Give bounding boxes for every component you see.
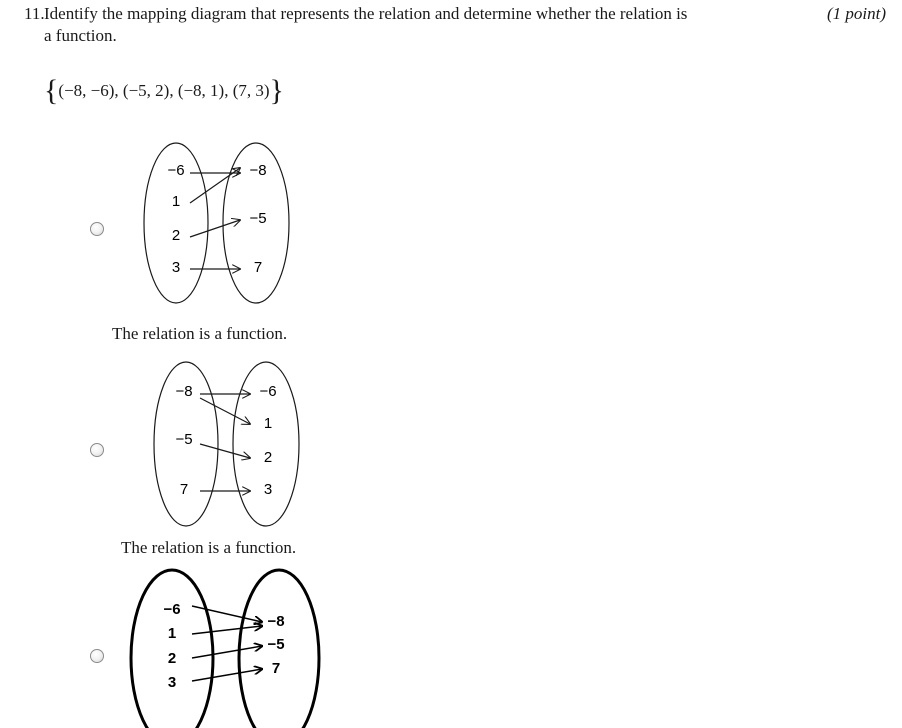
question-text: Identify the mapping diagram that represents the relation and determine whether the relation is [44, 4, 688, 23]
relation-close-brace: } [269, 74, 284, 107]
domain-value: 1 [167, 625, 177, 642]
mapping-arrow [192, 626, 262, 634]
range-value: −5 [267, 636, 285, 653]
question-number: 11. [24, 4, 45, 23]
domain-value: 3 [171, 259, 181, 276]
range-value: 7 [271, 660, 281, 677]
domain-value: −6 [167, 162, 185, 179]
option-2-radio[interactable] [90, 443, 104, 457]
domain-value: 2 [167, 650, 177, 667]
relation-set [44, 74, 284, 108]
domain-value: −5 [175, 431, 193, 448]
relation-open-brace: { [44, 74, 59, 107]
domain-value: −6 [163, 601, 181, 618]
mapping-arrow [190, 220, 240, 237]
option-1-mapping-diagram [130, 135, 310, 315]
question-text-continued: a function. [44, 26, 117, 45]
domain-value: 2 [171, 227, 181, 244]
range-value: −8 [267, 613, 285, 630]
domain-value: 7 [179, 481, 189, 498]
domain-oval [131, 570, 213, 728]
mapping-arrow [192, 606, 262, 622]
domain-value: 1 [171, 193, 181, 210]
domain-value: 3 [167, 674, 177, 691]
option-3-mapping-diagram [126, 562, 326, 728]
range-value: −5 [249, 210, 267, 227]
option-1-radio[interactable] [90, 222, 104, 236]
range-value: −8 [249, 162, 267, 179]
mapping-arrow [192, 669, 262, 681]
mapping-arrow [200, 398, 250, 424]
option-1-caption: The relation is a function. [112, 324, 288, 343]
range-value: 1 [263, 415, 273, 432]
range-value: 3 [263, 481, 273, 498]
range-value: 2 [263, 449, 273, 466]
range-value: 7 [253, 259, 263, 276]
mapping-arrow [192, 646, 262, 658]
option-3-radio[interactable] [90, 649, 104, 663]
range-value: −6 [259, 383, 277, 400]
domain-value: −8 [175, 383, 193, 400]
question-points: (1 point) [826, 4, 886, 23]
mapping-arrow [200, 444, 250, 458]
relation-pairs: (−8, −6), (−5, 2), (−8, 1), (7, 3) [58, 81, 270, 100]
option-2-caption: The relation is a function. [121, 538, 297, 557]
option-2-mapping-diagram [140, 352, 320, 532]
